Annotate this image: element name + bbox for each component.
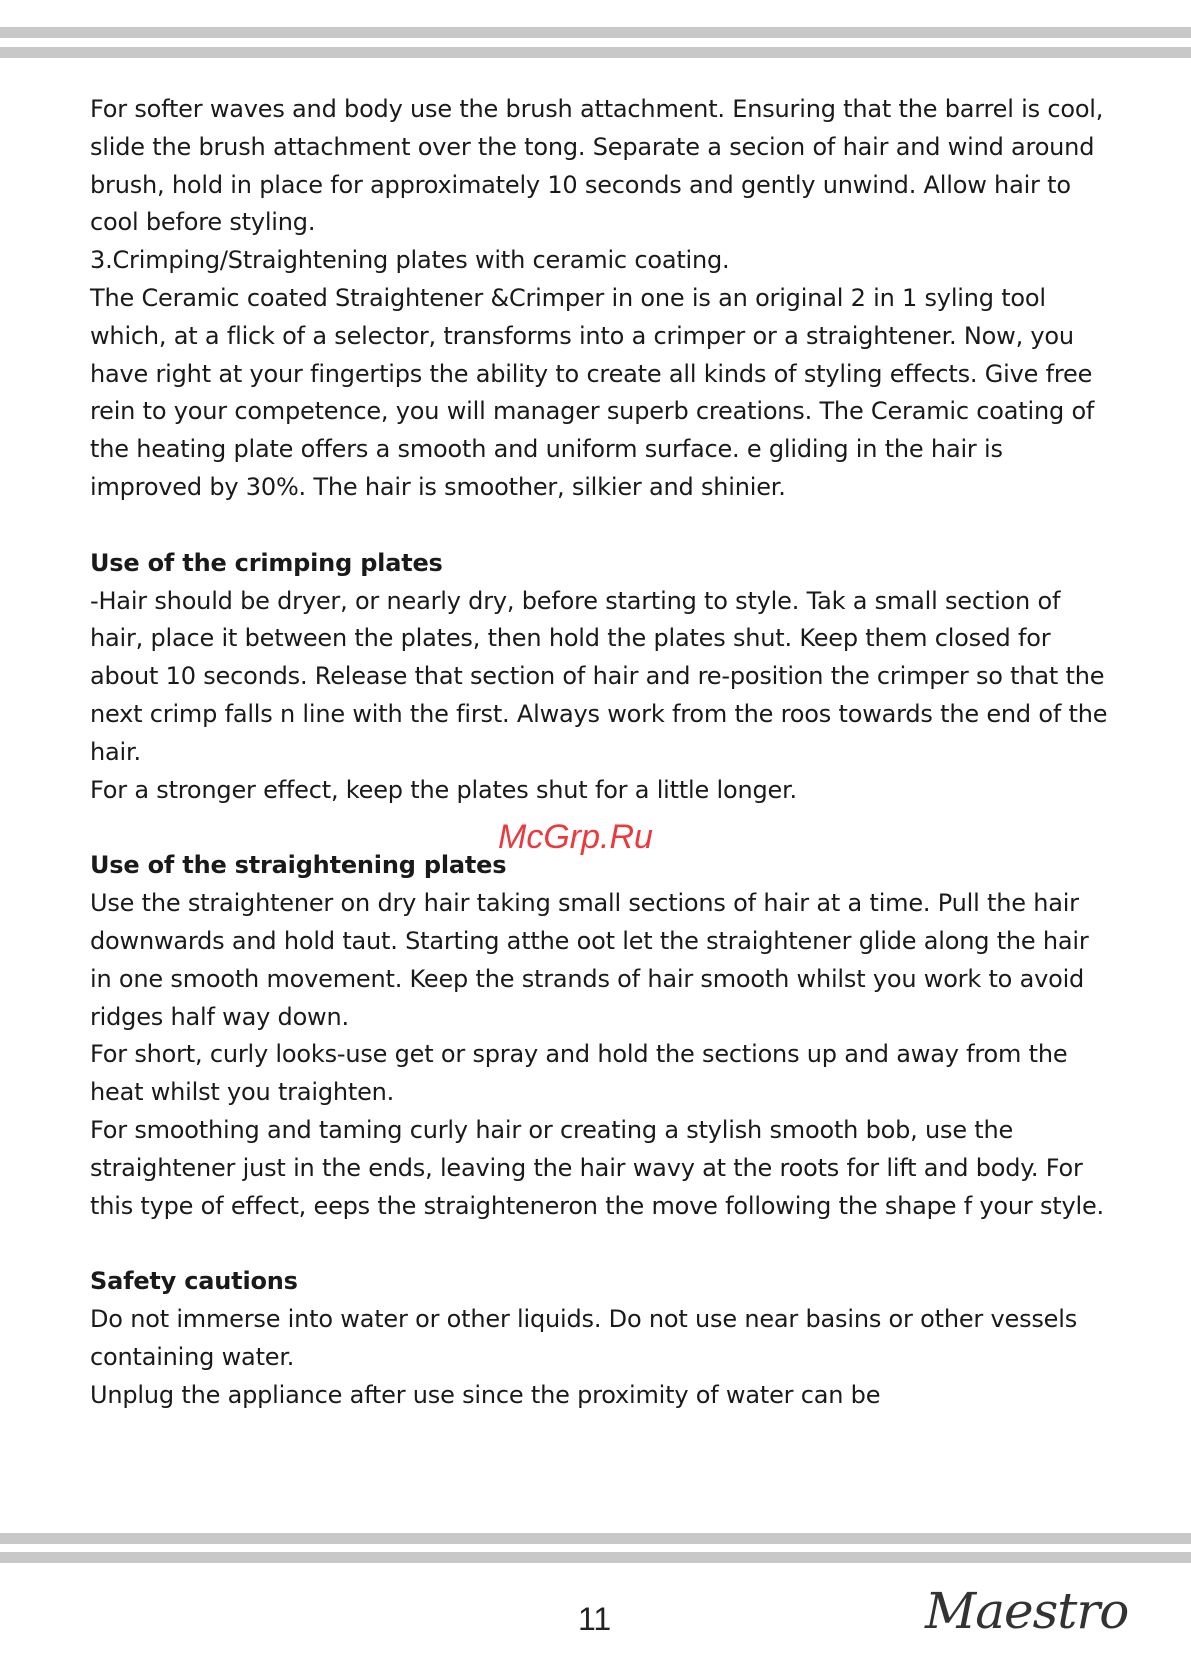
section-gap bbox=[90, 507, 1110, 545]
page-content bbox=[90, 91, 1110, 1415]
safety-heading: Safety cautions bbox=[90, 1267, 298, 1296]
crimping-heading: Use of the crimping plates bbox=[90, 548, 443, 577]
watermark-text: McGrp.Ru bbox=[498, 818, 653, 856]
top-rule-1 bbox=[0, 27, 1191, 38]
bottom-rule-2 bbox=[0, 1552, 1191, 1563]
straightening-paragraph-1: Use the straightener on dry hair taking small sections of hair at a time. Pull the hair downwards and hold taut. Starting atthe oot let the straightener glide along the hair in one smooth movement. Keep the strands of hair smooth whilst you work to avoid ridges half way down. bbox=[90, 889, 1089, 1031]
intro-paragraph-3: The Ceramic coated Straightener &Crimper in one is an original 2 in 1 syling tool which, at a flick of a selector, transforms into a crimper or a straightener. Now, you have right at your fingertips the ability to create all kinds of styling effects. Give free rein to your competence, you will manager superb creations. The Ceramic coating of the heating plate offers a smooth and uniform surface. e gliding in the hair is improved by 30%. The hair is smoother, silkier and shinier. bbox=[90, 283, 1095, 501]
brand-logo: Maestro bbox=[925, 1582, 1129, 1640]
intro-paragraph-1: For softer waves and body use the brush attachment. Ensuring that the barrel is cool, slide the brush attachment over the tong. Separate a secion of hair and wind around brush, hold in place for approximately 10 seconds and gently unwind. Allow hair to cool before styling. bbox=[90, 95, 1104, 237]
straightening-heading: Use of the straightening plates bbox=[90, 851, 507, 880]
crimping-paragraph-1: -Hair should be dryer, or nearly dry, before starting to style. Tak a small section of hair, place it between the plates, then hold the plates shut. Keep them closed for about 10 seconds. Release that section of hair and re-position the crimper so that the next crimp falls n line with the first. Always work from the roos towards the end of the hair. bbox=[90, 586, 1108, 766]
bottom-rule-1 bbox=[0, 1533, 1191, 1544]
intro-paragraph-2: 3.Crimping/Straightening plates with ceramic coating. bbox=[90, 246, 730, 275]
safety-paragraph-2: Unplug the appliance after use since the proximity of water can be bbox=[90, 1380, 881, 1409]
safety-paragraph-1: Do not immerse into water or other liquids. Do not use near basins or other vessels containing water. bbox=[90, 1305, 1078, 1371]
page-number: 11 bbox=[578, 1601, 612, 1637]
section-gap bbox=[90, 1225, 1110, 1263]
straightening-paragraph-2: For short, curly looks-use get or spray and hold the sections up and away from the heat whilst you traighten. bbox=[90, 1040, 1068, 1107]
crimping-paragraph-2: For a stronger effect, keep the plates shut for a little longer. bbox=[90, 775, 797, 804]
straightening-paragraph-3: For smoothing and taming curly hair or creating a stylish smooth bob, use the straightener just in the ends, leaving the hair wavy at the roots for lift and body. For this type of effect, eeps the straighteneron the move following the shape f your style. bbox=[90, 1115, 1104, 1220]
top-rule-2 bbox=[0, 47, 1191, 58]
